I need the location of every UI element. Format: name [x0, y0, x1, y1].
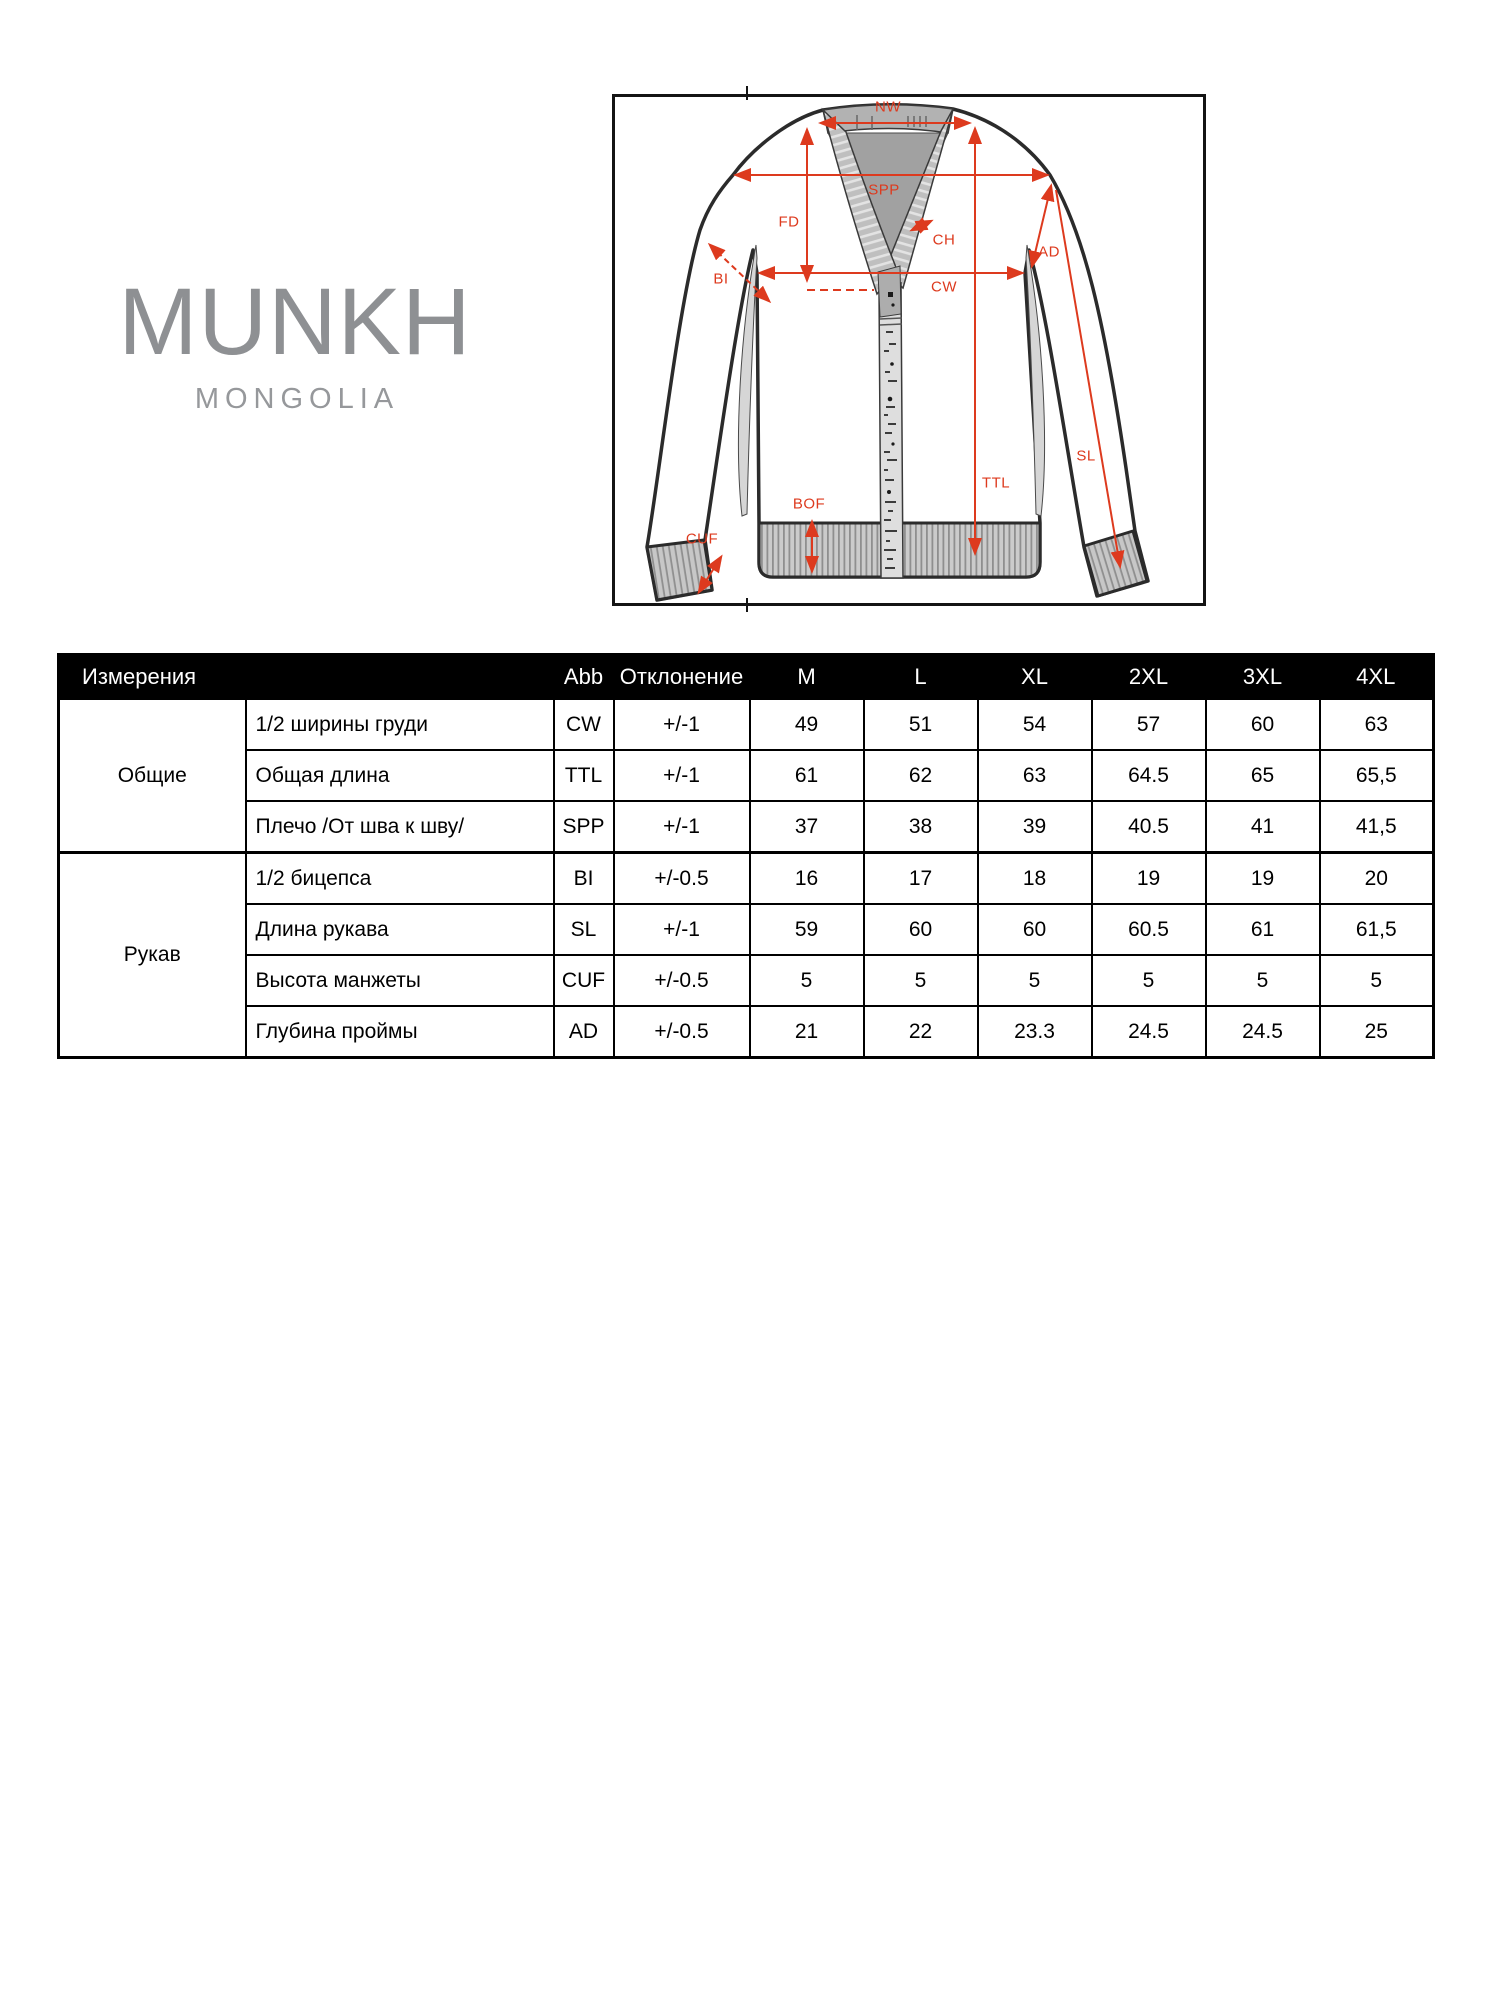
size-value: 51 [864, 699, 978, 750]
tolerance-value: +/-1 [614, 904, 750, 955]
abb-value: BI [554, 853, 614, 905]
abb-value: TTL [554, 750, 614, 801]
measurement-name: Высота манжеты [246, 955, 554, 1006]
size-value: 21 [750, 1006, 864, 1058]
abb-value: SPP [554, 801, 614, 853]
tolerance-value: +/-1 [614, 801, 750, 853]
header-size-2xl: 2XL [1092, 655, 1206, 700]
label-fd: FD [778, 213, 800, 231]
size-value: 19 [1092, 853, 1206, 905]
label-cuf: CUF [685, 530, 719, 548]
table-row [59, 801, 1434, 853]
size-value: 64.5 [1092, 750, 1206, 801]
measurement-name: Общая длина [246, 750, 554, 801]
size-value: 40.5 [1092, 801, 1206, 853]
size-value: 23.3 [978, 1006, 1092, 1058]
tolerance-value: +/-0.5 [614, 1006, 750, 1058]
label-ad: AD [1038, 243, 1060, 261]
size-value: 5 [1092, 955, 1206, 1006]
size-value: 54 [978, 699, 1092, 750]
frame-tick-bottom [746, 598, 748, 612]
size-value: 61,5 [1320, 904, 1434, 955]
size-value: 5 [864, 955, 978, 1006]
size-value: 60 [864, 904, 978, 955]
table-row [59, 955, 1434, 1006]
size-value: 57 [1092, 699, 1206, 750]
abb-value: AD [554, 1006, 614, 1058]
size-value: 18 [978, 853, 1092, 905]
size-value: 65,5 [1320, 750, 1434, 801]
table-row [59, 1006, 1434, 1058]
size-value: 5 [1320, 955, 1434, 1006]
header-measurements: Измерения [59, 655, 554, 700]
measurement-name: Плечо /От шва к шву/ [246, 801, 554, 853]
size-value: 5 [978, 955, 1092, 1006]
abb-value: CUF [554, 955, 614, 1006]
measurement-name: 1/2 ширины груди [246, 699, 554, 750]
size-value: 60.5 [1092, 904, 1206, 955]
header-abb: Abb [554, 655, 614, 700]
size-table [57, 653, 1435, 1059]
tolerance-value: +/-1 [614, 750, 750, 801]
tolerance-value: +/-0.5 [614, 853, 750, 905]
header-row [59, 655, 1434, 700]
header-size-l: L [864, 655, 978, 700]
size-value: 65 [1206, 750, 1320, 801]
size-value: 61 [1206, 904, 1320, 955]
label-nw: NW [875, 98, 901, 116]
brand-subtitle: MONGOLIA [194, 383, 400, 415]
size-value: 19 [1206, 853, 1320, 905]
size-value: 41 [1206, 801, 1320, 853]
size-value: 41,5 [1320, 801, 1434, 853]
size-value: 61 [750, 750, 864, 801]
size-value: 49 [750, 699, 864, 750]
size-value: 60 [1206, 699, 1320, 750]
size-value: 24.5 [1092, 1006, 1206, 1058]
size-value: 38 [864, 801, 978, 853]
size-value: 60 [978, 904, 1092, 955]
size-value: 37 [750, 801, 864, 853]
size-value: 39 [978, 801, 1092, 853]
size-value: 63 [978, 750, 1092, 801]
label-cw: CW [931, 278, 957, 296]
group-general: Общие [59, 699, 246, 853]
size-value: 24.5 [1206, 1006, 1320, 1058]
button-placket [878, 266, 903, 578]
size-value: 20 [1320, 853, 1434, 905]
garment-diagram-box [612, 94, 1206, 606]
header-size-4xl: 4XL [1320, 655, 1434, 700]
table-row [59, 904, 1434, 955]
label-ttl: TTL [981, 474, 1011, 492]
table-row [59, 750, 1434, 801]
frame-tick-top [746, 86, 748, 100]
table-row [59, 699, 1434, 750]
header-size-m: M [750, 655, 864, 700]
size-value: 25 [1320, 1006, 1434, 1058]
abb-value: CW [554, 699, 614, 750]
size-value: 22 [864, 1006, 978, 1058]
size-value: 5 [750, 955, 864, 1006]
header-size-3xl: 3XL [1206, 655, 1320, 700]
table-row [59, 853, 1434, 905]
measurement-name: 1/2 бицепса [246, 853, 554, 905]
size-value: 5 [1206, 955, 1320, 1006]
header-size-xl: XL [978, 655, 1092, 700]
size-value: 59 [750, 904, 864, 955]
label-spp: SPP [868, 181, 900, 199]
label-bi: BI [713, 270, 729, 288]
label-bof: BOF [792, 495, 826, 513]
label-sl: SL [1076, 447, 1096, 465]
group-sleeve: Рукав [59, 853, 246, 1058]
measurement-name: Длина рукава [246, 904, 554, 955]
header-tolerance: Отклонение [614, 655, 750, 700]
brand-logo [118, 269, 472, 416]
size-value: 17 [864, 853, 978, 905]
size-table-container [57, 653, 1435, 1059]
tolerance-value: +/-0.5 [614, 955, 750, 1006]
abb-value: SL [554, 904, 614, 955]
label-ch: CH [932, 231, 956, 249]
measurement-name: Глубина проймы [246, 1006, 554, 1058]
size-value: 63 [1320, 699, 1434, 750]
cardigan-diagram [615, 97, 1203, 603]
size-value: 62 [864, 750, 978, 801]
size-value: 16 [750, 853, 864, 905]
tolerance-value: +/-1 [614, 699, 750, 750]
brand-name: MUNKH [118, 269, 472, 375]
